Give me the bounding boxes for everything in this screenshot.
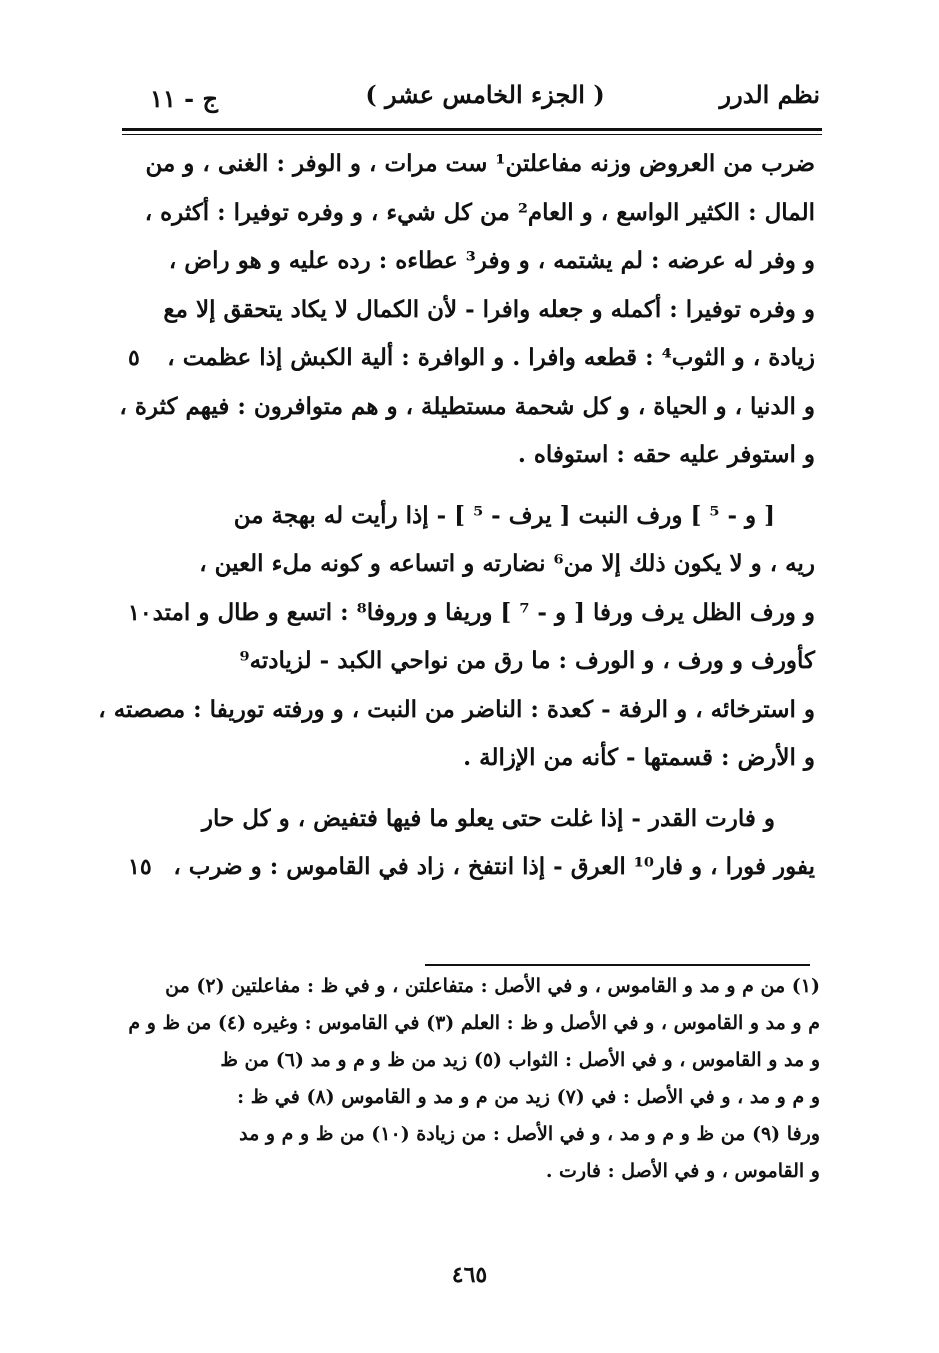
text-line-content: زيادة ، و الثوب⁴ : قطعه وافرا . و الوافرة : ألية الكبش إذا عظمت ، <box>167 344 815 371</box>
line-number-15: ١٥ <box>128 854 152 880</box>
text-line-15 <box>128 843 815 892</box>
text-line: و الأرض : قسمتها - كأنه من الإزالة . <box>463 744 815 771</box>
text-line: و الدنيا ، و الحياة ، و كل شحمة مستطيلة ، و هم متوافرون : فيهم كثرة ، <box>119 392 815 420</box>
text-line-content: و ورف الظل يرف ورفا [ و - ⁷ ] وريفا و وروفا⁸ : اتسع و طال و امتد <box>152 598 815 626</box>
header-rule-thin <box>122 134 822 135</box>
footnote-line: (١) من م و مد و القاموس ، و في الأصل : متفاعلتن ، و في ظ : مفاعلتين (٢) من <box>165 975 820 997</box>
line-number-10: ١٠ <box>128 599 152 626</box>
text-line-content: يفور فورا ، و فار¹⁰ العرق - إذا انتفخ ، زاد في القاموس : و ضرب ، <box>173 853 815 880</box>
footnote-separator <box>425 964 810 966</box>
text-line: [ و - ⁵ ] ورف النبت [ يرف - ⁵ ] - إذا رأيت له بهجة من <box>233 501 775 529</box>
main-text <box>98 140 815 892</box>
footnote-line: و م و مد ، و في الأصل : في (٧) زيد من م و مد و القاموس (٨) في ظ : <box>237 1086 820 1108</box>
text-line: ريه ، و لا يكون ذلك إلا من⁶ نضارته و اتساعه و كونه ملء العين ، <box>199 550 815 577</box>
text-line: و وفره توفيرا : أكمله و جعله وافرا - لأن الكمال لا يكاد يتحقق إلا مع <box>163 295 815 323</box>
text-line: و وفر له عرضه : لم يشتمه ، و وفر³ عطاءه : رده عليه و هو راض ، <box>168 247 815 274</box>
line-number-5: ٥ <box>128 345 140 371</box>
text-line-5 <box>128 334 815 383</box>
footnote-line: م و مد و القاموس ، و في الأصل و ظ : العلم (٣) في القاموس : وغيره (٤) من ظ و م <box>128 1012 820 1034</box>
running-header <box>150 76 820 124</box>
text-line-10 <box>128 589 815 638</box>
footnote-line: و القاموس ، و في الأصل : فارت . <box>545 1160 820 1182</box>
text-line: و استرخائه ، و الرفة - كعدة : الناضر من النبت ، و ورفته توريفا : مصصته ، <box>98 695 815 723</box>
header-rule-thick <box>122 128 822 131</box>
footnote-line: و مد و القاموس ، و في الأصل : الثواب (٥) زيد من ظ و م و مد (٦) من ظ <box>220 1049 820 1071</box>
text-line: و فارت القدر - إذا غلت حتى يعلو ما فيها فتفيض ، و كل حار <box>201 804 775 832</box>
footnote-line: ورفا (٩) من ظ و م و مد ، و في الأصل : من زيادة (١٠) من ظ و م و مد <box>239 1123 820 1145</box>
text-line: كأورف و ورف ، و الورف : ما رق من نواحي الكبد - لزيادته⁹ <box>239 647 815 674</box>
text-line: المال : الكثير الواسع ، و العام² من كل شيء ، و وفره توفيرا : أكثره ، <box>144 198 815 226</box>
volume-label: ج - ١١ <box>150 84 218 113</box>
text-line: ضرب من العروض وزنه مفاعلتن¹ ست مرات ، و الوفر : الغنى ، و من <box>145 150 815 177</box>
part-title: ( الجزء الخامس عشر ) <box>365 80 605 109</box>
footnotes <box>128 968 820 1190</box>
book-title: نظم الدرر <box>719 80 820 109</box>
page-number: ٤٦٥ <box>451 1262 488 1288</box>
text-line: و استوفر عليه حقه : استوفاه . <box>517 441 815 468</box>
